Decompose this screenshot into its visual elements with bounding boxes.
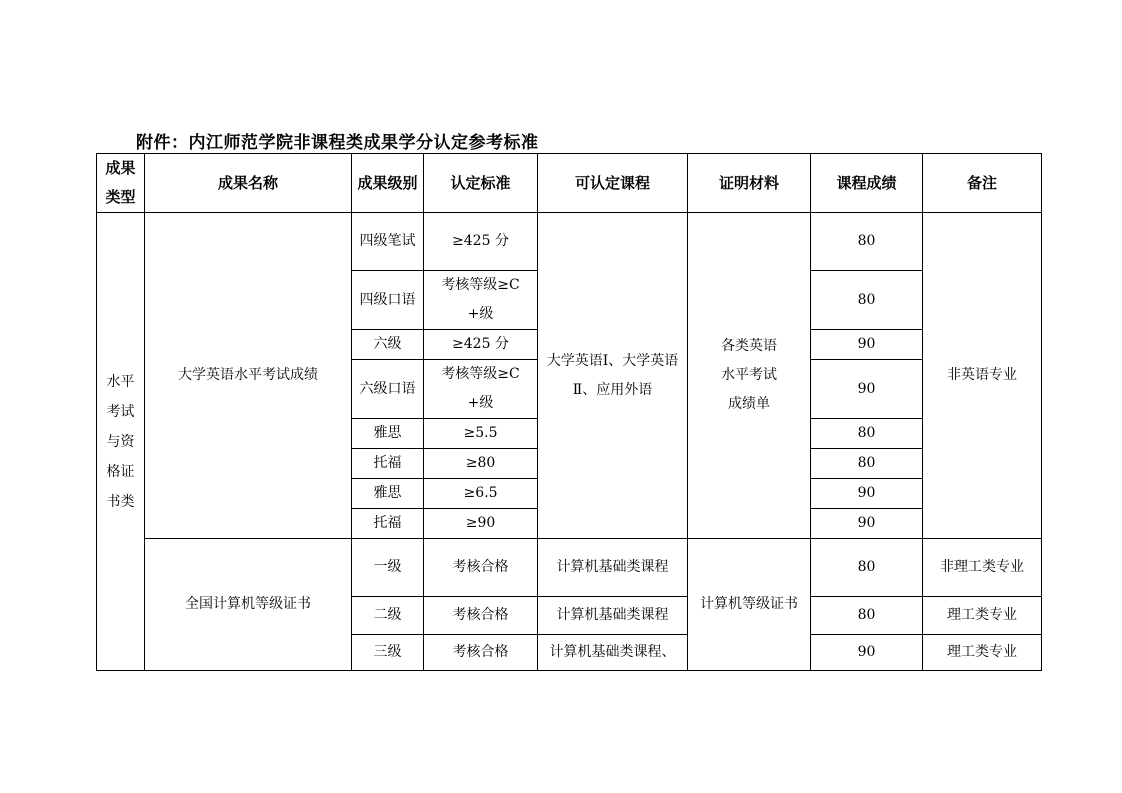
header-course: 可认定课程 [538,154,688,213]
score-cell: 90 [811,635,923,671]
english-note-cell: 非英语专业 [923,213,1042,539]
score-cell: 80 [811,449,923,479]
course-cell: 计算机基础类课程、 [538,635,688,671]
standard-cell: 考核合格 [424,539,538,597]
score-cell: 80 [811,597,923,635]
level-cell: 一级 [352,539,424,597]
score-cell: 80 [811,419,923,449]
standard-cell: 考核合格 [424,597,538,635]
score-cell: 90 [811,330,923,360]
score-cell: 80 [811,213,923,271]
standard-cell: ≥425 分 [424,330,538,360]
note-cell: 非理工类专业 [923,539,1042,597]
level-cell: 六级 [352,330,424,360]
course-cell: 计算机基础类课程 [538,539,688,597]
category-cell: 水平考试与资格证书类 [97,213,145,671]
note-cell: 理工类专业 [923,597,1042,635]
standard-cell: ≥5.5 [424,419,538,449]
level-cell: 六级口语 [352,360,424,419]
header-proof: 证明材料 [688,154,811,213]
level-cell: 四级笔试 [352,213,424,271]
note-cell: 理工类专业 [923,635,1042,671]
level-cell: 二级 [352,597,424,635]
header-score: 课程成绩 [811,154,923,213]
english-name-cell: 大学英语水平考试成绩 [145,213,352,539]
header-level: 成果级别 [352,154,424,213]
standard-cell: ≥90 [424,509,538,539]
standard-cell: 考核等级≥C+级 [424,360,538,419]
score-cell: 90 [811,509,923,539]
table-row [97,539,1042,597]
score-cell: 90 [811,360,923,419]
level-cell: 雅思 [352,479,424,509]
header-name: 成果名称 [145,154,352,213]
english-proof-cell: 各类英语水平考试成绩单 [688,213,811,539]
level-cell: 托福 [352,449,424,479]
standard-cell: ≥425 分 [424,213,538,271]
computer-name-cell: 全国计算机等级证书 [145,539,352,671]
english-course-cell: 大学英语Ⅰ、大学英语Ⅱ、应用外语 [538,213,688,539]
standard-cell: 考核合格 [424,635,538,671]
level-cell: 三级 [352,635,424,671]
level-cell: 四级口语 [352,271,424,330]
credit-standard-table [96,153,1042,671]
standard-cell: ≥80 [424,449,538,479]
header-standard: 认定标准 [424,154,538,213]
header-row [97,154,1042,213]
level-cell: 雅思 [352,419,424,449]
table-row [97,213,1042,271]
score-cell: 80 [811,271,923,330]
header-type: 成果类型 [97,154,145,213]
score-cell: 80 [811,539,923,597]
page-title: 附件：内江师范学院非课程类成果学分认定参考标准 [136,133,539,153]
standard-cell: 考核等级≥C+级 [424,271,538,330]
computer-proof-cell: 计算机等级证书 [688,539,811,671]
level-cell: 托福 [352,509,424,539]
score-cell: 90 [811,479,923,509]
standard-cell: ≥6.5 [424,479,538,509]
course-cell: 计算机基础类课程 [538,597,688,635]
header-note: 备注 [923,154,1042,213]
